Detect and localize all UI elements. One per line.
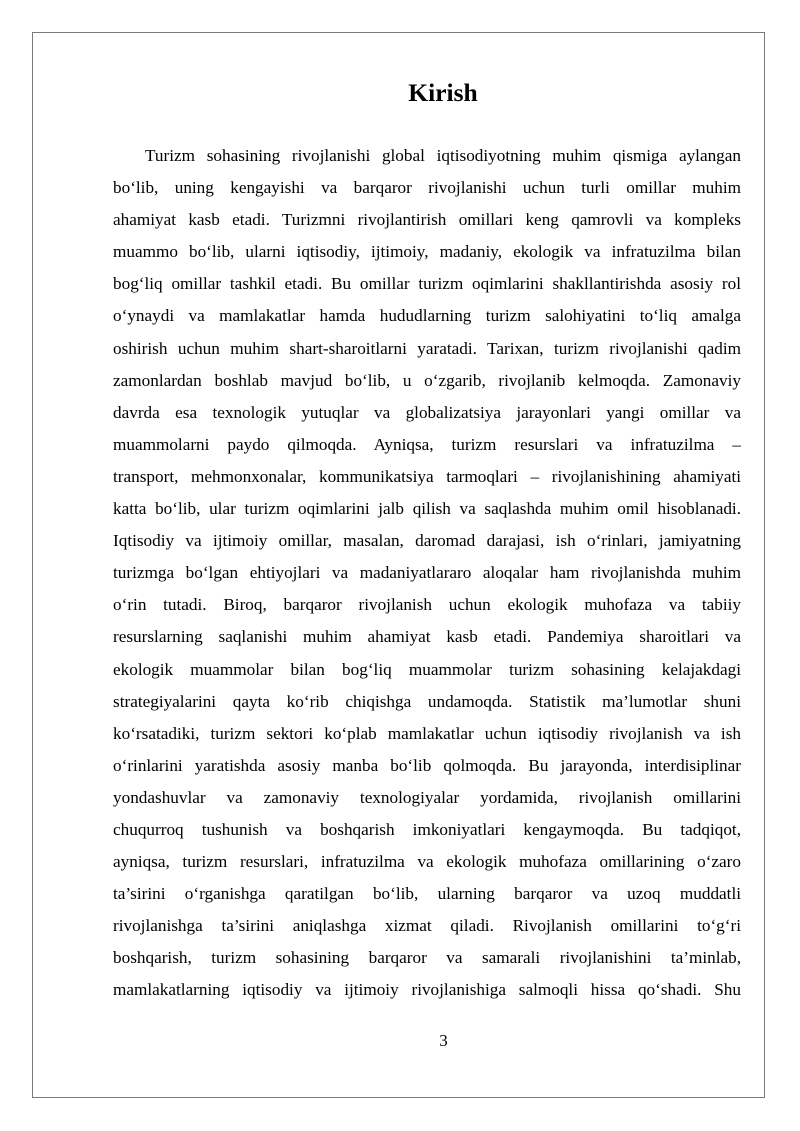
text-line: oshirish uchun muhim shart-sharoitlarni yaratadi. Tarixan, turizm rivojlanishi qadim xyxy=(113,338,741,358)
text-line: yondashuvlar va zamonaviy texnologiyalar yordamida, rivojlanish omillarini xyxy=(113,787,741,807)
text-line: muammo bo‘lib, ularni iqtisodiy, ijtimoiy, madaniy, ekologik va infratuzilma bilan xyxy=(113,242,741,262)
text-line: zamonlardan boshlab mavjud bo‘lib, u o‘zgarib, rivojlanib kelmoqda. Zamonaviy xyxy=(113,370,741,390)
text-line: ko‘rsatadiki, turizm sektori ko‘plab mamlakatlar uchun iqtisodiy rivojlanish va ish xyxy=(113,723,741,743)
body-paragraph xyxy=(113,140,741,1007)
text-line: o‘rin tutadi. Biroq, barqaror rivojlanish uchun ekologik muhofaza va tabiiy xyxy=(113,595,741,615)
text-line: bo‘lib, uning kengayishi va barqaror rivojlanishi uchun turli omillar muhim xyxy=(113,178,741,198)
page-title: Kirish xyxy=(408,78,478,107)
text-line: chuqurroq tushunish va boshqarish imkoniyatlari kengaymoqda. Bu tadqiqot, xyxy=(113,819,741,839)
text-line: muammolarni paydo qilmoqda. Ayniqsa, turizm resurslari va infratuzilma – xyxy=(113,434,741,454)
text-line: strategiyalarini qayta ko‘rib chiqishga undamoqda. Statistik ma’lumotlar shuni xyxy=(113,691,741,711)
page-content xyxy=(113,74,741,1007)
text-line: transport, mehmonxonalar, kommunikatsiya tarmoqlari – rivojlanishining ahamiyati xyxy=(113,466,741,486)
text-line: o‘rinlarini yaratishda asosiy manba bo‘lib qolmoqda. Bu jarayonda, interdisiplinar xyxy=(113,755,741,775)
page-number: 3 xyxy=(439,1031,448,1050)
text-line: rivojlanishga ta’sirini aniqlashga xizmat qiladi. Rivojlanish omillarini to‘g‘ri xyxy=(113,916,741,936)
text-line: ta’sirini o‘rganishga qaratilgan bo‘lib, ularning barqaror va uzoq muddatli xyxy=(113,884,741,904)
text-line: ekologik muammolar bilan bog‘liq muammolar turizm sohasining kelajakdagi xyxy=(113,659,741,679)
text-line: katta bo‘lib, ular turizm oqimlarini jalb qilish va saqlashda muhim omil hisoblanadi. xyxy=(113,499,741,519)
text-line: mamlakatlarning iqtisodiy va ijtimoiy rivojlanishiga salmoqli hissa qo‘shadi. Shu xyxy=(113,980,741,1000)
text-line: Iqtisodiy va ijtimoiy omillar, masalan, daromad darajasi, ish o‘rinlari, jamiyatning xyxy=(113,531,741,551)
text-line: ahamiyat kasb etadi. Turizmni rivojlantirish omillari keng qamrovli va kompleks xyxy=(113,210,741,230)
text-line: turizmga bo‘lgan ehtiyojlari va madaniyatlararo aloqalar ham rivojlanishda muhim xyxy=(113,563,741,583)
text-line: resurslarning saqlanishi muhim ahamiyat kasb etadi. Pandemiya sharoitlari va xyxy=(113,627,741,647)
text-line: ayniqsa, turizm resurslari, infratuzilma va ekologik muhofaza omillarining o‘zaro xyxy=(113,852,741,872)
text-line: boshqarish, turizm sohasining barqaror va samarali rivojlanishini ta’minlab, xyxy=(113,948,741,968)
text-line: davrda esa texnologik yutuqlar va globalizatsiya jarayonlari yangi omillar va xyxy=(113,402,741,422)
text-line: o‘ynaydi va mamlakatlar hamda hududlarning turizm salohiyatini to‘liq amalga xyxy=(113,306,741,326)
text-line: Turizm sohasining rivojlanishi global iqtisodiyotning muhim qismiga aylangan xyxy=(145,146,741,165)
text-line: bog‘liq omillar tashkil etadi. Bu omillar turizm oqimlarini shakllantirishda asosiy rol xyxy=(113,274,741,294)
